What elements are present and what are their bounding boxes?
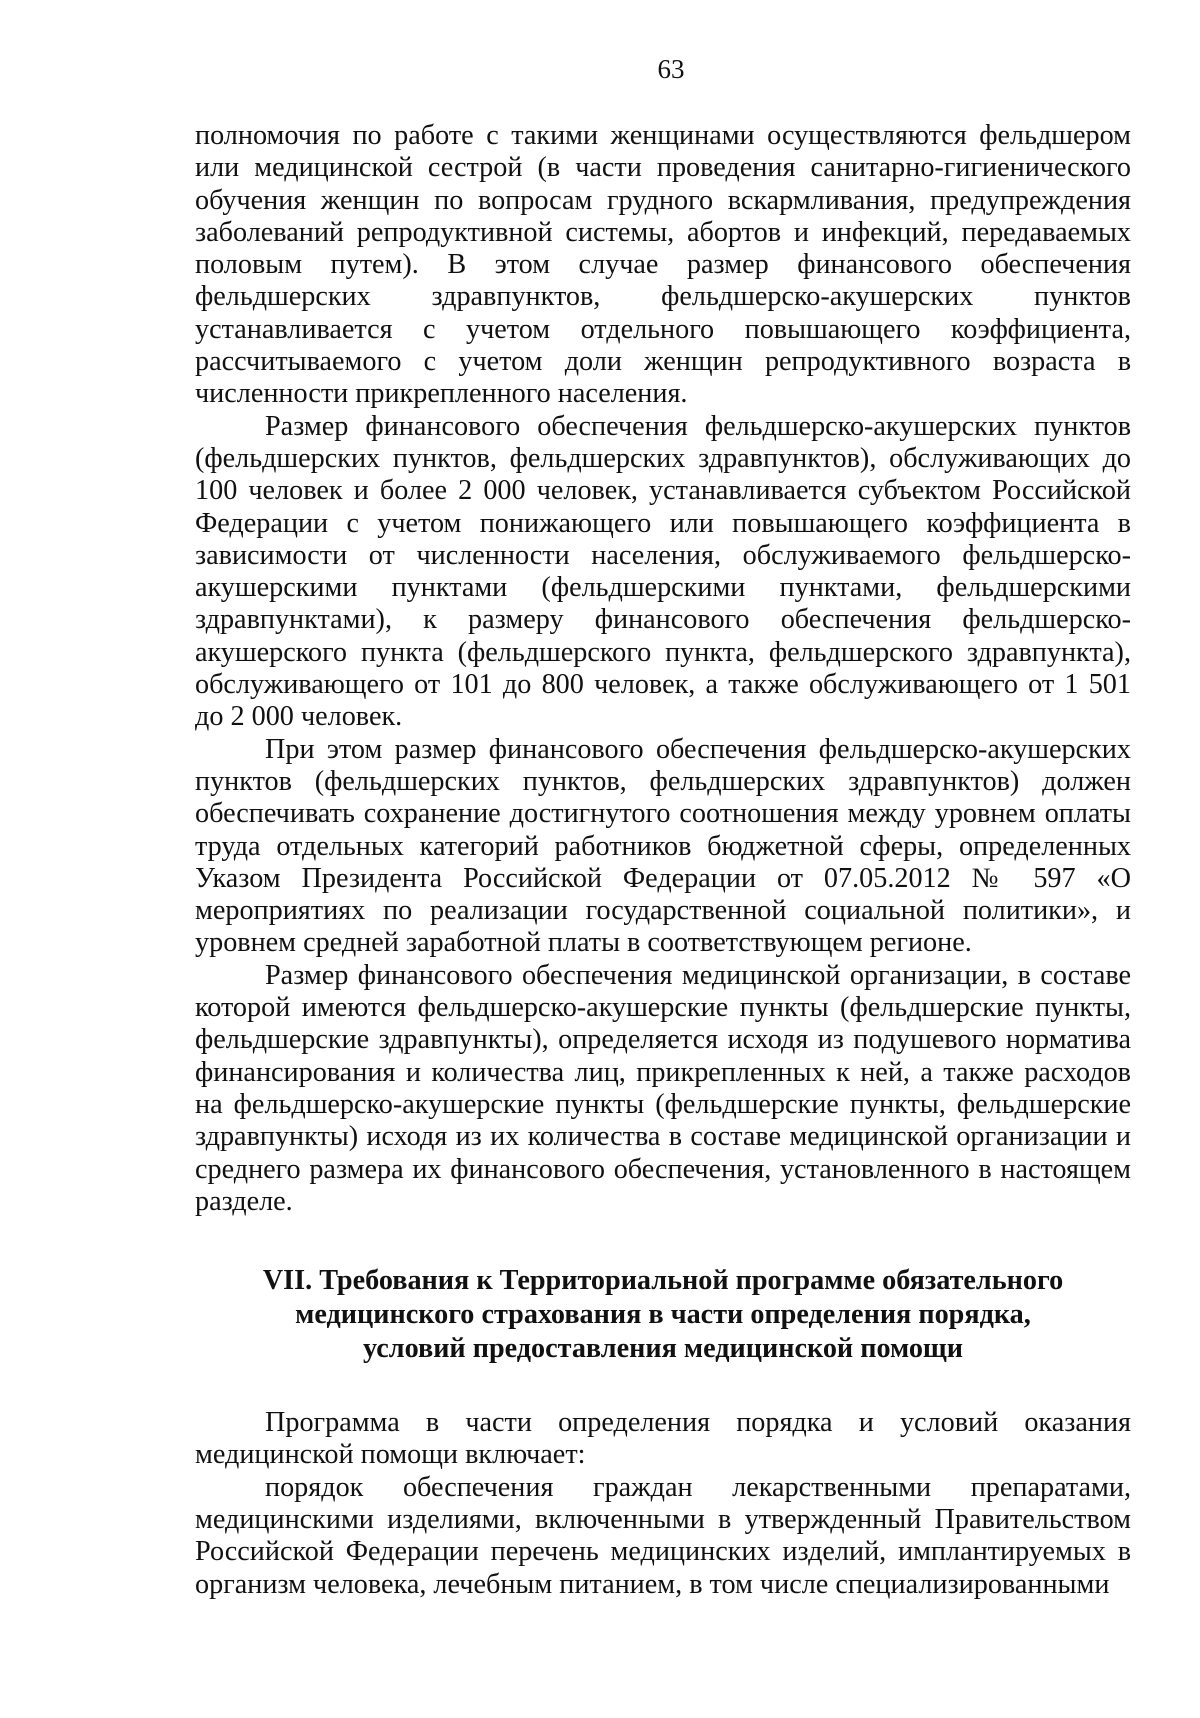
section-heading-line-3: условий предоставления медицинской помощи bbox=[363, 1333, 963, 1365]
paragraph-organization-financing: Размер финансового обеспечения медицинской организации, в составе которой имеются фельдшерско-акушерские пункты (фельдшерские пункты, фельдшерские здравпункты), определяется исходя из подушевого норматива финансирования и количества лиц, прикрепленных к ней, а также расходов на фельдшерско-акушерские пункты (фельдшерские пункты, фельдшерские здравпункты) исходя из их количества в составе медицинской организации и среднего размера их финансового обеспечения, установленного в настоящем разделе. bbox=[195, 959, 1131, 1217]
section-heading bbox=[195, 1264, 1131, 1366]
paragraph-continuation: полномочия по работе с такими женщинами осуществляются фельдшером или медицинской сестрой (в части проведения санитарно-гигиенического обучения женщин по вопросам грудного вскармливания, предупреждения заболеваний репродуктивной системы, абортов и инфекций, передаваемых половым путем). В этом случае размер финансового обеспечения фельдшерских здравпунктов, фельдшерско-акушерских пунктов устанавливается с учетом отдельного повышающего коэффициента, рассчитываемого с учетом доли женщин репродуктивного возраста в численности прикрепленного населения. bbox=[195, 120, 1131, 410]
paragraph-drug-provision: порядок обеспечения граждан лекарственными препаратами, медицинскими изделиями, включенными в утвержденный Правительством Российской Федерации перечень медицинских изделий, имплантируемых в организм человека, лечебным питанием, в том числе специализированными bbox=[195, 1471, 1131, 1600]
document-body bbox=[195, 120, 1131, 1601]
page-number: 63 bbox=[657, 54, 685, 84]
paragraph-program-includes: Программа в части определения порядка и условий оказания медицинской помощи включает: bbox=[195, 1407, 1131, 1471]
section-heading-line-1: VII. Требования к Территориальной программе обязательного bbox=[262, 1265, 1064, 1297]
paragraph-salary-ratio: При этом размер финансового обеспечения фельдшерско-акушерских пунктов (фельдшерских пунктов, фельдшерских здравпунктов) должен обеспечивать сохранение достигнутого соотношения между уровнем оплаты труда отдельных категорий работников бюджетной сферы, определенных Указом Президента Российской Федерации от 07.05.2012 № 597 «О мероприятиях по реализации государственной социальной политики», и уровнем средней заработной платы в соответствующем регионе. bbox=[195, 733, 1131, 959]
paragraph-fap-coefficients: Размер финансового обеспечения фельдшерско-акушерских пунктов (фельдшерских пунктов, фельдшерских здравпунктов), обслуживающих до 100 человек и более 2 000 человек, устанавливается субъектом Российской Федерации с учетом понижающего или повышающего коэффициента в зависимости от численности населения, обслуживаемого фельдшерско-акушерскими пунктами (фельдшерскими пунктами, фельдшерскими здравпунктами), к размеру финансового обеспечения фельдшерско-акушерского пункта (фельдшерского пункта, фельдшерского здравпункта), обслуживающего от 101 до 800 человек, а также обслуживающего от 1 501 до 2 000 человек. bbox=[195, 410, 1131, 733]
section-heading-line-2: медицинского страхования в части определения порядка, bbox=[295, 1299, 1031, 1331]
